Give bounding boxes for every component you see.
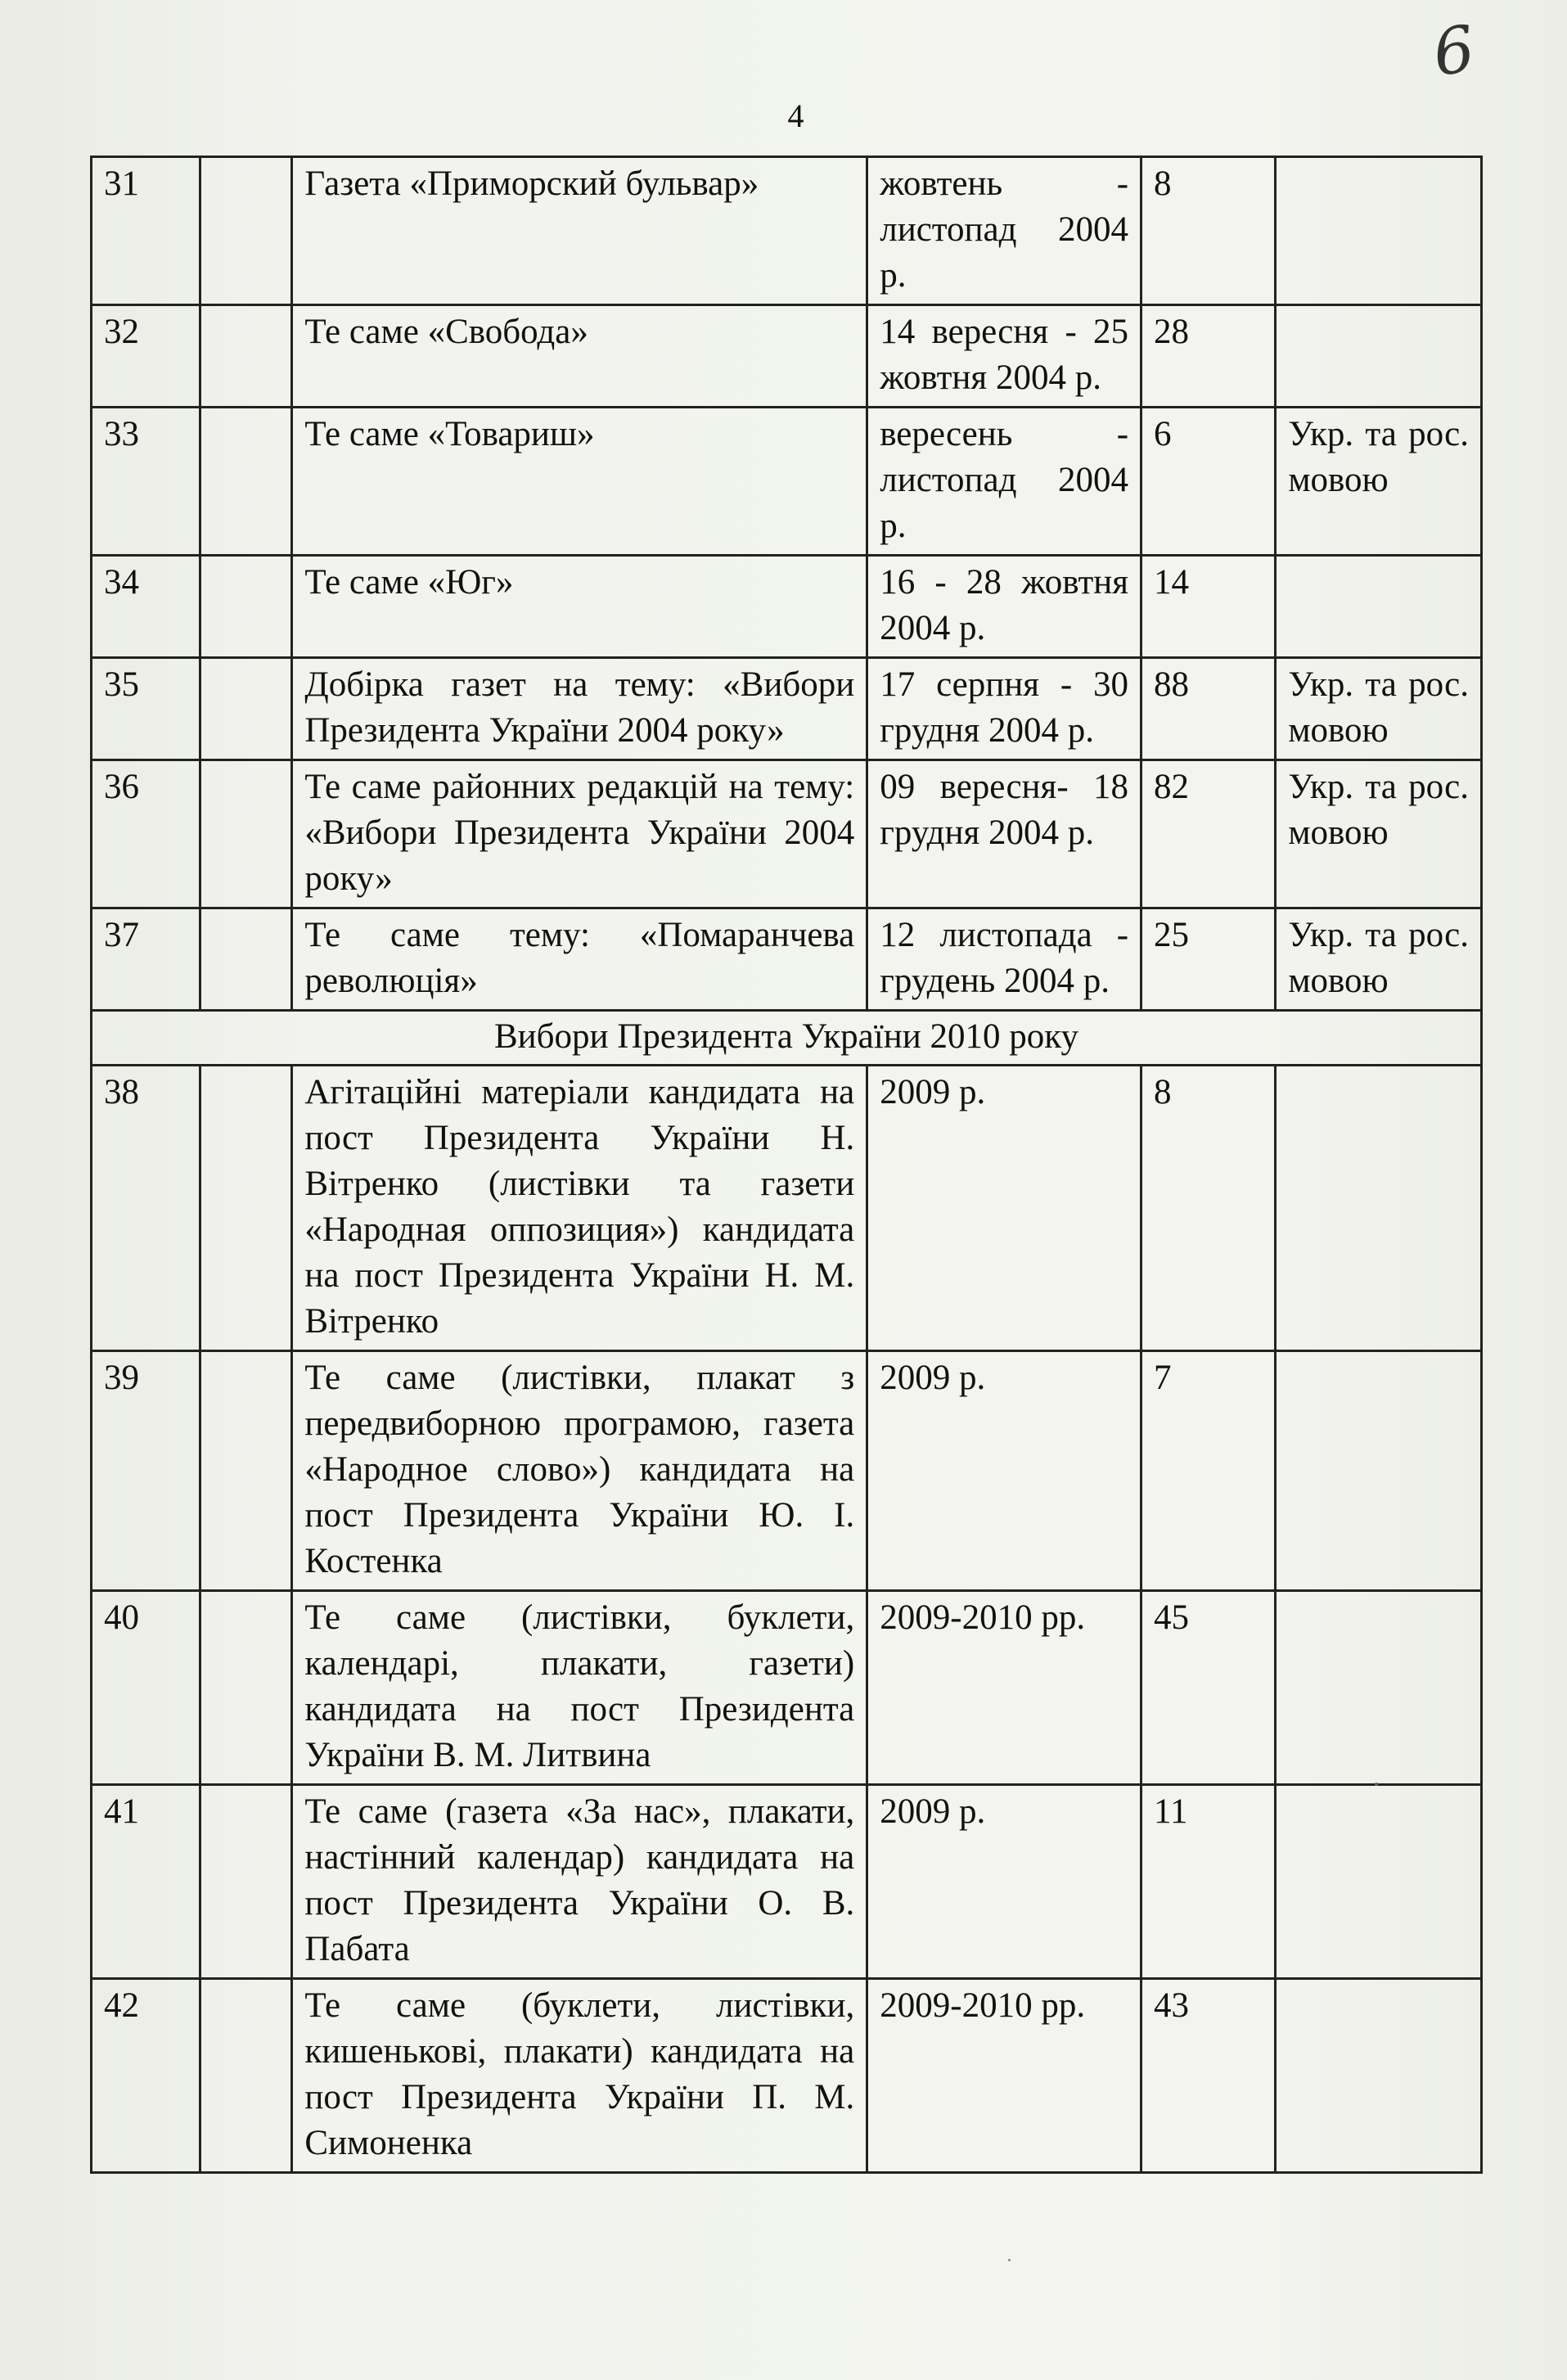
row-number: 42: [92, 1979, 200, 2173]
row-title: Агітаційні матеріали кандидата на пост Президента України Н. Вітренко (листівки та газети «Народная оппозиция») кандидата на пост Президента України Н. М. Вітренко: [292, 1066, 867, 1351]
row-note: Укр. та рос. мовою: [1276, 408, 1482, 556]
paper-speck: [1008, 2259, 1011, 2261]
row-date: 2009 р.: [867, 1785, 1141, 1979]
blank-cell: [200, 157, 292, 305]
blank-cell: [200, 1351, 292, 1591]
row-count: 25: [1141, 908, 1276, 1011]
row-count: 45: [1141, 1591, 1276, 1785]
row-count: 14: [1141, 556, 1276, 658]
row-date: 12 листопада - грудень 2004 р.: [867, 908, 1141, 1011]
row-date: 16 - 28 жовтня 2004 р.: [867, 556, 1141, 658]
table-row: [92, 1066, 1482, 1351]
row-number: 35: [92, 658, 200, 760]
row-note: [1276, 157, 1482, 305]
row-title: Газета «Приморский бульвар»: [292, 157, 867, 305]
row-note: [1276, 305, 1482, 408]
table-row: [92, 1979, 1482, 2173]
row-note: [1276, 1979, 1482, 2173]
blank-cell: [200, 556, 292, 658]
row-number: 33: [92, 408, 200, 556]
row-date: 09 вересня- 18 грудня 2004 р.: [867, 760, 1141, 908]
row-date: 2009 р.: [867, 1066, 1141, 1351]
row-count: 8: [1141, 157, 1276, 305]
blank-cell: [200, 1066, 292, 1351]
blank-cell: [200, 1591, 292, 1785]
row-note: [1276, 1785, 1482, 1979]
row-number: 37: [92, 908, 200, 1011]
row-title: Те саме «Юг»: [292, 556, 867, 658]
blank-cell: [200, 408, 292, 556]
row-date: 2009 р.: [867, 1351, 1141, 1591]
row-number: 32: [92, 305, 200, 408]
inventory-table: [90, 156, 1483, 2174]
row-count: 88: [1141, 658, 1276, 760]
paper-speck: [1375, 1783, 1378, 1786]
row-title: Добірка газет на тему: «Вибори Президента України 2004 року»: [292, 658, 867, 760]
blank-cell: [200, 658, 292, 760]
table-row: [92, 1351, 1482, 1591]
row-note: Укр. та рос. мовою: [1276, 760, 1482, 908]
table-row: [92, 1591, 1482, 1785]
table-row: [92, 305, 1482, 408]
page-number: 4: [787, 97, 804, 134]
blank-cell: [200, 1785, 292, 1979]
row-note: Укр. та рос. мовою: [1276, 908, 1482, 1011]
row-number: 34: [92, 556, 200, 658]
row-title: Те саме (листівки, плакат з передвиборною програмою, газета «Народное слово») кандидата на пост Президента України Ю. І. Костенка: [292, 1351, 867, 1591]
row-title: Те саме районних редакцій на тему: «Вибори Президента України 2004 року»: [292, 760, 867, 908]
row-number: 41: [92, 1785, 200, 1979]
handwritten-sheet-number: 6: [1428, 11, 1479, 92]
section-heading: Вибори Президента України 2010 року: [92, 1011, 1482, 1066]
table-row: [92, 908, 1482, 1011]
section-heading-row: [92, 1011, 1482, 1066]
row-date: 2009-2010 рр.: [867, 1979, 1141, 2173]
row-title: Те саме (листівки, буклети, календарі, плакати, газети) кандидата на пост Президента України В. М. Литвина: [292, 1591, 867, 1785]
table-row: [92, 760, 1482, 908]
row-number: 38: [92, 1066, 200, 1351]
row-date: 14 вересня - 25 жовтня 2004 р.: [867, 305, 1141, 408]
row-note: [1276, 1066, 1482, 1351]
blank-cell: [200, 1979, 292, 2173]
table-row: [92, 556, 1482, 658]
row-count: 28: [1141, 305, 1276, 408]
row-number: 36: [92, 760, 200, 908]
row-note: [1276, 1351, 1482, 1591]
row-count: 7: [1141, 1351, 1276, 1591]
row-title: Те саме (буклети, листівки, кишенькові, плакати) кандидата на пост Президента України П. М. Симоненка: [292, 1979, 867, 2173]
row-date: 2009-2010 рр.: [867, 1591, 1141, 1785]
table-row: [92, 1785, 1482, 1979]
row-count: 11: [1141, 1785, 1276, 1979]
row-number: 31: [92, 157, 200, 305]
blank-cell: [200, 760, 292, 908]
row-date: 17 серпня - 30 грудня 2004 р.: [867, 658, 1141, 760]
row-title: Те саме «Свобода»: [292, 305, 867, 408]
table-row: [92, 408, 1482, 556]
row-title: Те саме тему: «Помаранчева революція»: [292, 908, 867, 1011]
blank-cell: [200, 305, 292, 408]
row-number: 40: [92, 1591, 200, 1785]
row-count: 8: [1141, 1066, 1276, 1351]
inventory-table-body: [92, 157, 1482, 2173]
row-count: 6: [1141, 408, 1276, 556]
table-row: [92, 658, 1482, 760]
table-row: [92, 157, 1482, 305]
row-date: вересень - листопад 2004 р.: [867, 408, 1141, 556]
row-note: Укр. та рос. мовою: [1276, 658, 1482, 760]
row-note: [1276, 556, 1482, 658]
row-note: [1276, 1591, 1482, 1785]
row-number: 39: [92, 1351, 200, 1591]
row-count: 43: [1141, 1979, 1276, 2173]
row-count: 82: [1141, 760, 1276, 908]
row-title: Те саме «Товариш»: [292, 408, 867, 556]
row-date: жовтень - листопад 2004 р.: [867, 157, 1141, 305]
row-title: Те саме (газета «За нас», плакати, настінний календар) кандидата на пост Президента України О. В. Пабата: [292, 1785, 867, 1979]
blank-cell: [200, 908, 292, 1011]
